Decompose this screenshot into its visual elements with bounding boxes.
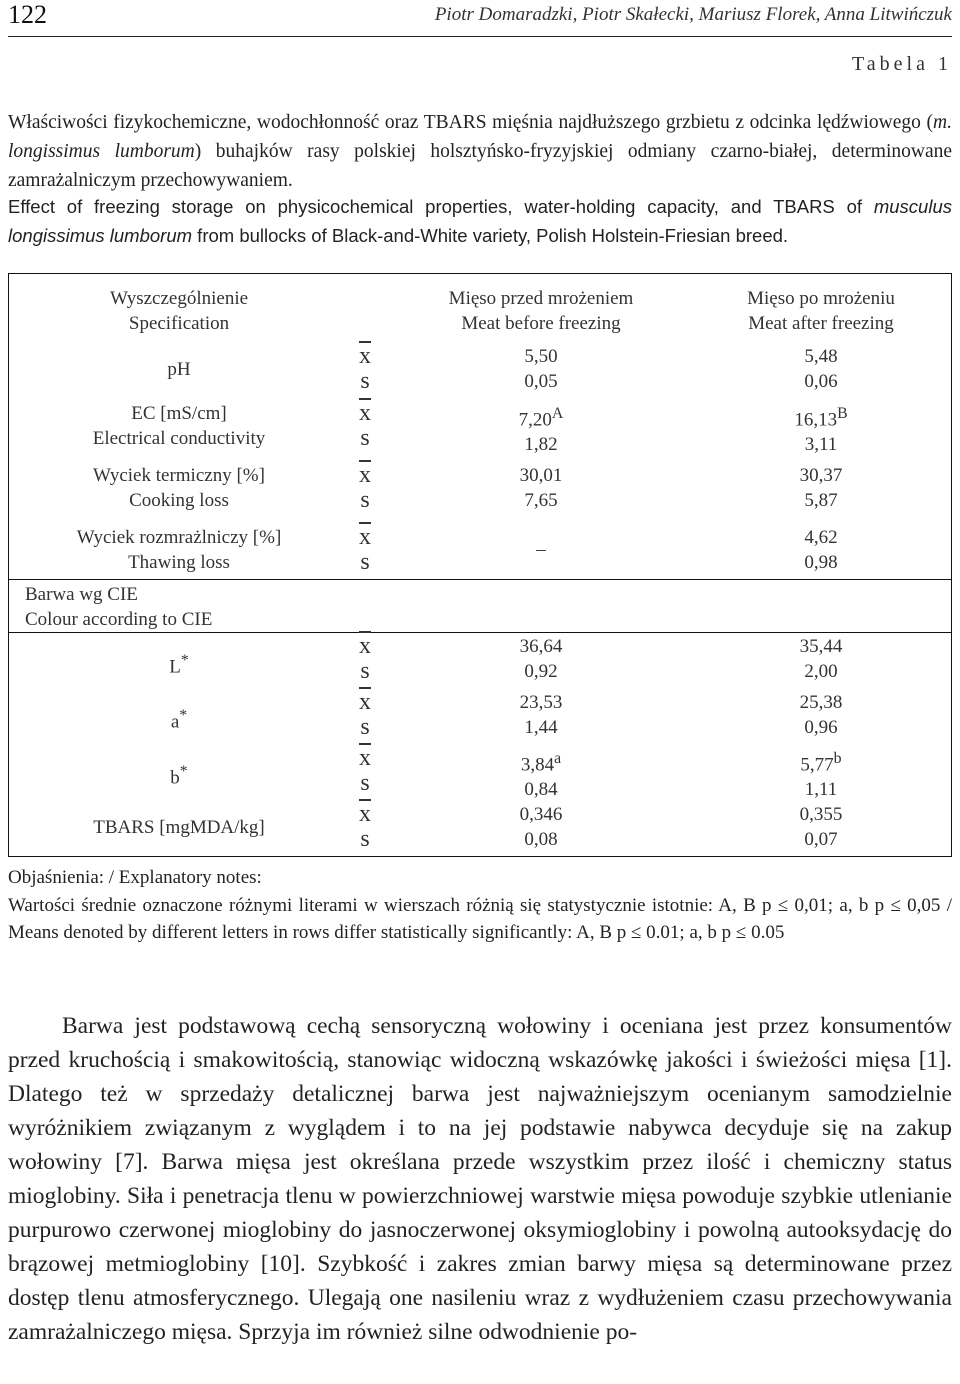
after-thawing-loss [709, 525, 933, 575]
after-ph [709, 344, 933, 394]
stat-symbols [345, 634, 385, 684]
after-tbars [709, 802, 933, 852]
header-before-freezing [429, 286, 653, 336]
before-tbars [429, 802, 653, 852]
running-header-authors: Piotr Domaradzki, Piotr Skałecki, Mariusz Florek, Anna Litwińczuk [434, 4, 952, 25]
caption-en-part1: Effect of freezing storage on physicochemical properties, water-holding capacity, and TBARS of [8, 196, 874, 217]
value-sd: 2,00 [804, 661, 838, 682]
caption-en-italic: musculus longissimus lumborum [8, 196, 952, 246]
header-spec-en: Specification [128, 313, 230, 334]
stat-mean-symbol: $\overline{x}$ [359, 745, 371, 771]
row-label-a [29, 703, 329, 734]
table-caption-polish [8, 108, 952, 195]
colour-group-label [25, 582, 212, 632]
value-sd: 0,92 [524, 661, 558, 682]
row-thawing-label: Wyciek rozmrażlniczy [%] [76, 527, 282, 548]
colour-group-pl: Barwa wg CIE [25, 584, 138, 605]
row-ec-label: EC [mS/cm] [131, 403, 227, 424]
header-before-en: Meat before freezing [461, 313, 621, 334]
stat-sd-symbol: s [360, 487, 370, 513]
header-spec-pl: Wyszczególnienie [109, 288, 249, 309]
value-mean [709, 401, 933, 432]
value-sd: 7,65 [524, 490, 558, 511]
stat-sd-symbol: s [360, 770, 370, 796]
significance-letter: a [554, 750, 562, 767]
stat-mean-symbol: $\overline{x}$ [359, 633, 371, 659]
mean-number: 16,13 [794, 409, 838, 431]
value-mean: 0,346 [519, 804, 563, 825]
notes-title: Objaśnienia: / Explanatory notes: [8, 867, 262, 888]
no-value-dash: – [536, 539, 546, 560]
after-l [709, 634, 933, 684]
row-label-ec [29, 401, 329, 451]
body-paragraph [8, 1009, 952, 1349]
header-before-pl: Mięso przed mrożeniem [448, 288, 634, 309]
header-after-freezing [709, 286, 933, 336]
value-sd: 1,11 [804, 779, 838, 801]
caption-en-part2: from bullocks of Black-and-White variety, Polish Holstein-Friesian breed. [192, 225, 789, 246]
asterisk: * [179, 707, 188, 724]
notes-body: Wartości średnie oznaczone różnymi literami w wierszach różnią się statystycznie istotnie: A, B p ≤ 0,01; a, b p ≤ 0,05 / Means denoted by different letters in rows differ statistically significantly: A, B p ≤ 0.01; a, b p ≤ 0.05 [8, 895, 952, 943]
caption-pl-italic: m. longissimus lumborum [8, 112, 952, 162]
caption-pl-part1: Właściwości fizykochemiczne, wodochłonność oraz TBARS mięśnia najdłuższego grzbietu z odcinka lędźwiowego ( [8, 112, 934, 133]
stat-mean-symbol: $\overline{x}$ [359, 689, 371, 715]
stat-sd-symbol: s [360, 549, 370, 575]
stat-mean-symbol: $\overline{x}$ [359, 462, 371, 488]
header-specification [29, 286, 329, 336]
stat-sd-symbol: s [360, 826, 370, 852]
row-ph-label: pH [167, 359, 191, 380]
value-mean: 5,50 [524, 346, 558, 367]
stat-symbols [345, 401, 385, 451]
value-mean [709, 746, 933, 777]
row-label-thawing-loss [29, 525, 329, 575]
after-a [709, 690, 933, 740]
significance-letter: b [833, 750, 842, 767]
value-sd: 0,05 [524, 371, 558, 392]
value-sd: 1,44 [524, 717, 558, 738]
stat-sd-symbol: s [360, 425, 370, 451]
row-thawing-label-en: Thawing loss [128, 552, 230, 573]
value-sd: 0,98 [804, 552, 838, 573]
stat-mean-symbol: $\overline{x}$ [359, 524, 371, 550]
stat-mean-symbol: $\overline{x}$ [359, 801, 371, 827]
colour-group-row [9, 579, 951, 633]
value-sd: 0,07 [804, 829, 838, 850]
table-label: Tabela 1 [851, 53, 952, 75]
value-sd: 0,06 [804, 371, 838, 392]
table-caption-english [8, 192, 952, 250]
row-cooking-label: Wyciek termiczny [%] [93, 465, 265, 486]
asterisk: * [179, 763, 188, 780]
stat-symbols [345, 746, 385, 796]
value-mean: 35,44 [799, 636, 843, 657]
before-l [429, 634, 653, 684]
row-label-cooking-loss [29, 463, 329, 513]
stat-symbols [345, 690, 385, 740]
before-a [429, 690, 653, 740]
body-paragraph-text: Barwa jest podstawową cechą sensoryczną wołowiny i oceniana jest przez konsumentów przed kruchością i smakowitością, stanowiąc widoczną wskazówkę jakości i świeżości mięsa [1]. Dlatego też w sprzedaży detalicznej barwa jest najważniejszym ocenianym samodzielnie wyróżnikiem związanym z wyglądem i to na jej podstawie nabywca decyduje się na zakup wołowiny [7]. Barwa mięsa jest określana przede wszystkim przez ilość i chemiczny status mioglobiny. Siła i penetracja tlenu w powierzchniowej warstwie mięsa powoduje szybkie utlenianie purpurowo czerwonej mioglobiny do jasnoczerwonej oksymioglobiny i powolną autooksydację do brązowej metmioglobiny [10]. Szybkość i zakres zmian barwy mięsa są determinowane przez dostęp tlenu atmosferycznego. Ulegają one nasileniu wraz z wydłużeniem czasu przechowywania zamrażalniczego mięsa. Sprzyja im również silne odwodnienie po- [8, 1013, 952, 1345]
stat-symbols [345, 463, 385, 513]
value-mean: 30,37 [799, 465, 843, 486]
mean-number: 3,84 [520, 754, 555, 776]
value-mean: 4,62 [804, 527, 838, 548]
row-label-l [29, 648, 329, 679]
asterisk: * [180, 652, 189, 669]
significance-letter: B [837, 405, 848, 422]
after-b [709, 746, 933, 802]
data-table [8, 273, 952, 857]
row-cooking-label-en: Cooking loss [129, 490, 229, 511]
after-cooking-loss [709, 463, 933, 513]
before-thawing-loss [429, 537, 653, 562]
before-cooking-loss [429, 463, 653, 513]
value-sd: 3,11 [804, 434, 838, 456]
value-mean: 30,01 [519, 465, 563, 486]
value-mean: 5,48 [804, 346, 838, 367]
significance-letter: A [551, 405, 564, 422]
value-sd: 1,82 [524, 434, 558, 456]
header-after-en: Meat after freezing [748, 313, 894, 334]
row-a-label: a [170, 711, 180, 733]
stat-sd-symbol: s [360, 714, 370, 740]
stat-sd-symbol: s [360, 658, 370, 684]
row-label-tbars [29, 815, 329, 840]
mean-number: 7,20 [518, 409, 552, 431]
stat-symbols [345, 802, 385, 852]
row-b-label: b [170, 767, 180, 789]
caption-pl-part2: ) buhajków rasy polskiej holsztyńsko-fryzyjskiej odmiany czarno-białej, determinowane zamrażalniczym przechowywaniem. [8, 141, 953, 191]
page-header [8, 0, 952, 37]
value-mean: 36,64 [519, 636, 563, 657]
stat-mean-symbol: $\overline{x}$ [359, 400, 371, 426]
value-mean [429, 746, 653, 777]
row-ec-label-en: Electrical conductivity [92, 428, 266, 449]
value-sd: 0,96 [804, 717, 838, 738]
stat-symbols [345, 344, 385, 394]
header-after-pl: Mięso po mrożeniu [747, 288, 895, 309]
row-l-label: L [169, 656, 181, 678]
value-sd: 0,08 [524, 829, 558, 850]
row-label-ph [29, 357, 329, 382]
value-mean: 23,53 [519, 692, 563, 713]
value-sd: 5,87 [804, 490, 838, 511]
row-tbars-label: TBARS [mgMDA/kg] [93, 817, 265, 838]
value-mean [429, 401, 653, 432]
stat-sd-symbol: s [360, 368, 370, 394]
before-ec [429, 401, 653, 457]
colour-group-en: Colour according to CIE [25, 609, 213, 630]
row-label-b [29, 759, 329, 790]
value-mean: 25,38 [799, 692, 843, 713]
stat-symbols [345, 525, 385, 575]
page-number: 122 [8, 0, 47, 29]
value-sd: 0,84 [524, 779, 558, 801]
stat-mean-symbol: $\overline{x}$ [359, 343, 371, 369]
after-ec [709, 401, 933, 457]
value-mean: 0,355 [799, 804, 843, 825]
before-ph [429, 344, 653, 394]
before-b [429, 746, 653, 802]
mean-number: 5,77 [800, 754, 834, 776]
